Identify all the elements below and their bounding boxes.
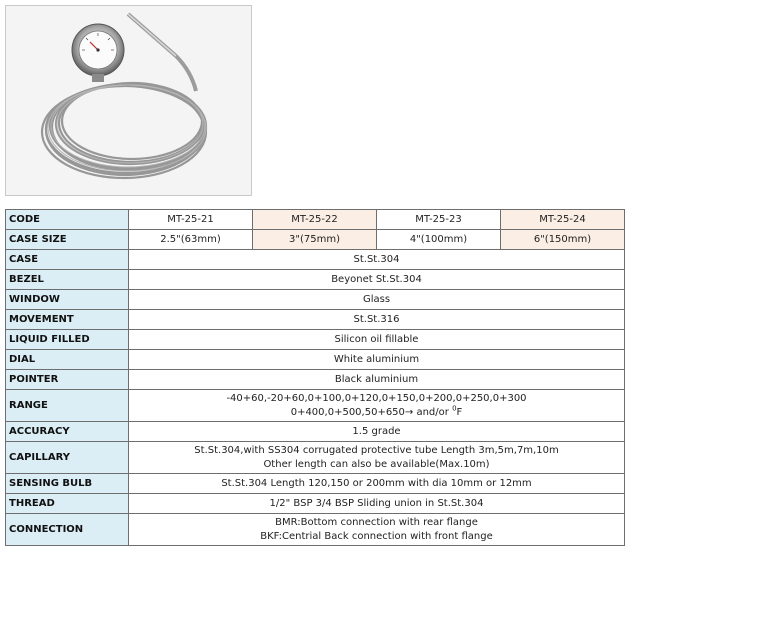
row-label: CASE SIZE <box>6 230 129 250</box>
row-value: St.St.304 <box>129 250 625 270</box>
code-cell: MT-25-23 <box>377 210 501 230</box>
code-cell: MT-25-21 <box>129 210 253 230</box>
table-row-liquid-filled <box>6 330 625 350</box>
table-row-connection <box>6 514 625 546</box>
code-cell: MT-25-22 <box>253 210 377 230</box>
spec-table <box>5 209 625 546</box>
capillary-line-2: Other length can also be available(Max.10m) <box>263 458 490 470</box>
row-value: Black aluminium <box>129 370 625 390</box>
table-row-case <box>6 250 625 270</box>
row-label: MOVEMENT <box>6 310 129 330</box>
code-cell: MT-25-24 <box>501 210 625 230</box>
range-values: 0+400,0+500,50+650→ and/or <box>290 406 453 418</box>
row-label: CAPILLARY <box>6 442 129 474</box>
case-size-cell: 6"(150mm) <box>501 230 625 250</box>
table-row-accuracy <box>6 422 625 442</box>
row-label: LIQUID FILLED <box>6 330 129 350</box>
row-label: THREAD <box>6 494 129 514</box>
row-value: St.St.304 Length 120,150 or 200mm with dia 10mm or 12mm <box>129 474 625 494</box>
capillary-thermometer-photo <box>6 6 251 195</box>
row-label: SENSING BULB <box>6 474 129 494</box>
row-label: CONNECTION <box>6 514 129 546</box>
row-label: WINDOW <box>6 290 129 310</box>
case-size-cell: 4"(100mm) <box>377 230 501 250</box>
row-label: RANGE <box>6 390 129 422</box>
row-value: 1.5 grade <box>129 422 625 442</box>
degree-sup: 0 <box>452 404 457 413</box>
table-row-code <box>6 210 625 230</box>
row-label: CASE <box>6 250 129 270</box>
case-size-cell: 2.5"(63mm) <box>129 230 253 250</box>
row-value: Glass <box>129 290 625 310</box>
row-value: St.St.316 <box>129 310 625 330</box>
table-row-thread <box>6 494 625 514</box>
table-row-bezel <box>6 270 625 290</box>
table-row-capillary <box>6 442 625 474</box>
range-unit: F <box>456 406 463 418</box>
table-row-movement <box>6 310 625 330</box>
row-value <box>129 390 625 422</box>
case-size-cell: 3"(75mm) <box>253 230 377 250</box>
table-row-case-size <box>6 230 625 250</box>
capillary-line-1: St.St.304,with SS304 corrugated protective tube Length 3m,5m,7m,10m <box>194 444 559 456</box>
range-line-1: -40+60,-20+60,0+100,0+120,0+150,0+200,0+250,0+300 <box>226 392 527 404</box>
table-row-dial <box>6 350 625 370</box>
row-label: BEZEL <box>6 270 129 290</box>
row-label: CODE <box>6 210 129 230</box>
row-label: DIAL <box>6 350 129 370</box>
row-label: ACCURACY <box>6 422 129 442</box>
range-line-2 <box>132 406 621 420</box>
row-value: White aluminium <box>129 350 625 370</box>
row-value: Beyonet St.St.304 <box>129 270 625 290</box>
row-value: Silicon oil fillable <box>129 330 625 350</box>
connection-line-1: BMR:Bottom connection with rear flange <box>275 516 478 528</box>
product-photo <box>5 5 252 196</box>
row-value <box>129 442 625 474</box>
table-row-sensing-bulb <box>6 474 625 494</box>
table-row-pointer <box>6 370 625 390</box>
table-row-range <box>6 390 625 422</box>
row-value: 1/2" BSP 3/4 BSP Sliding union in St.St.304 <box>129 494 625 514</box>
row-value <box>129 514 625 546</box>
connection-line-2: BKF:Centrial Back connection with front flange <box>260 530 493 542</box>
row-label: POINTER <box>6 370 129 390</box>
table-row-window <box>6 290 625 310</box>
